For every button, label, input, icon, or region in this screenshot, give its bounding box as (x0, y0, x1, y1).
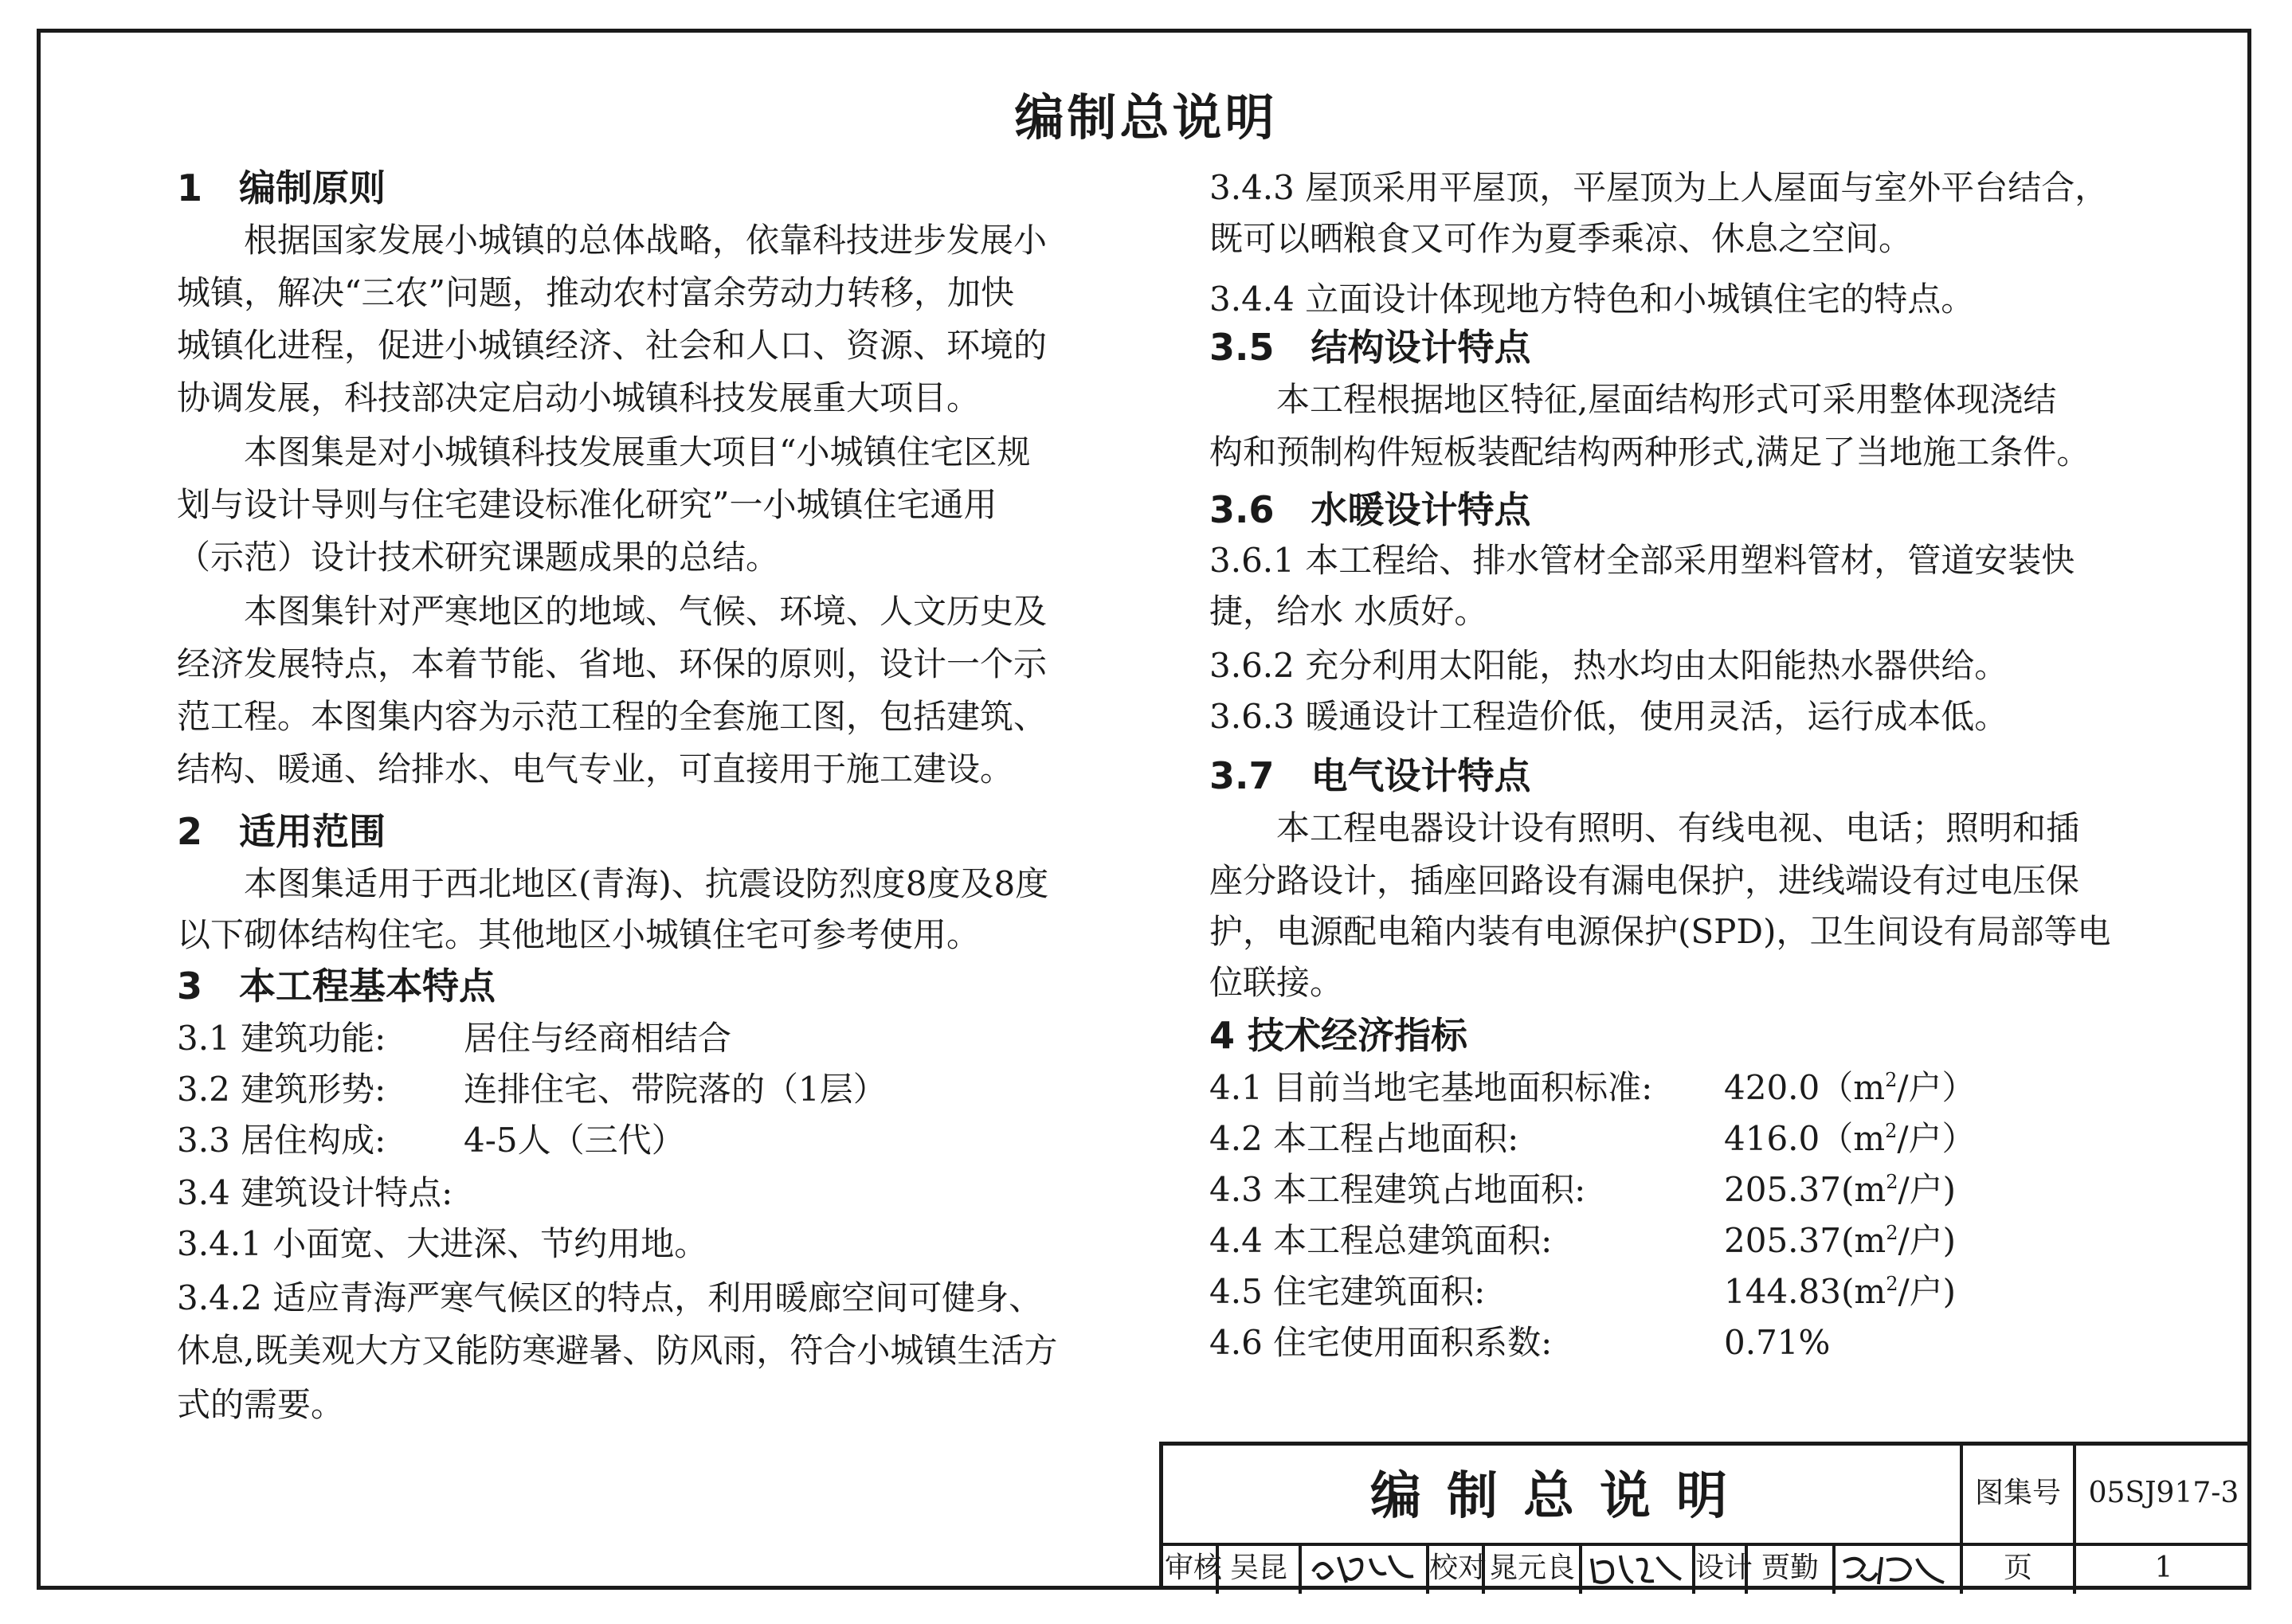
s1-p1-line: 城镇，解决“三农”问题，推动农村富余劳动力转移，加快 (177, 273, 1014, 312)
title-block-vline (1299, 1543, 1302, 1594)
s342-line: 休息,既美观大方又能防寒避暑、防风雨，符合小城镇生活方 (177, 1331, 1058, 1370)
s37-line: 位联接。 (1209, 963, 1344, 1002)
s3-item-value: 4-5人（三代） (464, 1121, 685, 1160)
s1-p1-line: 根据国家发展小城镇的总体战略，依靠科技进步发展小 (177, 221, 1048, 260)
s1-p3-line: 结构、暖通、给排水、电气专业，可直接用于施工建设。 (177, 749, 1014, 789)
s35-line: 构和预制构件短板装配结构两种形式,满足了当地施工条件。 (1209, 432, 2090, 472)
s37-line: 座分路设计，插座回路设有漏电保护，进线端设有过电压保 (1209, 861, 2080, 900)
s342-line: 式的需要。 (177, 1385, 345, 1424)
section-3-heading: 3 本工程基本特点 (177, 965, 496, 1008)
designer-name: 贾勤 (1761, 1552, 1819, 1584)
check-label: 校对 (1429, 1552, 1487, 1584)
s1-p3-line: 经济发展特点，本着节能、省地、环保的原则，设计一个示 (177, 644, 1048, 683)
s4-item-value: $205.37(m^2/$户) (1724, 1221, 1957, 1260)
s4-item-value: $420.0(m^2/$户） (1724, 1068, 1976, 1107)
checker-signature-icon (1585, 1548, 1689, 1591)
section-3-7-heading: 3.7 电气设计特点 (1209, 754, 1531, 797)
s361-line: 捷，给水 水质好。 (1209, 592, 1488, 631)
s1-p1-line: 协调发展，科技部决定启动小城镇科技发展重大项目。 (177, 378, 981, 417)
s344-line: 3.4.4 立面设计体现地方特色和小城镇住宅的特点。 (1209, 280, 1975, 319)
s37-line: 本工程电器设计设有照明、有线电视、电话；照明和插 (1209, 808, 2080, 847)
s2-p1-line: 本图集适用于西北地区(青海)、抗震设防烈度8度及8度 (177, 864, 1049, 903)
title-block-vline (1832, 1543, 1836, 1594)
design-label: 设计 (1695, 1552, 1753, 1584)
section-3-6-heading: 3.6 水暖设计特点 (1209, 488, 1531, 531)
section-4-heading: 4 技术经济指标 (1209, 1014, 1468, 1057)
s4-item-label: 4.5 住宅建筑面积: (1209, 1272, 1486, 1311)
s4-item-label: 4.3 本工程建筑占地面积: (1209, 1170, 1586, 1209)
s1-p2-line: 划与设计导则与住宅建设标准化研究”一小城镇住宅通用 (177, 485, 997, 524)
s3-item-label: 3.2 建筑形势: (177, 1070, 386, 1109)
s4-item-label: 4.6 住宅使用面积系数: (1209, 1323, 1553, 1362)
s362-line: 3.6.2 充分利用太阳能，热水均由太阳能热水器供给。 (1209, 646, 2008, 685)
reviewer-signature-icon (1307, 1548, 1418, 1591)
s4-item-label: 4.1 目前当地宅基地面积标准: (1209, 1068, 1653, 1107)
review-label: 审核 (1165, 1552, 1223, 1584)
page-label: 页 (2003, 1552, 2032, 1584)
page-title: 编制总说明 (1014, 88, 1278, 147)
title-block-vline (1579, 1543, 1582, 1594)
section-3-5-heading: 3.5 结构设计特点 (1209, 326, 1531, 369)
s341-line: 3.4.1 小面宽、大进深、节约用地。 (177, 1224, 708, 1263)
s342-line: 3.4.2 适应青海严寒气候区的特点，利用暖廊空间可健身、 (177, 1278, 1043, 1317)
s343-line: 3.4.3 屋顶采用平屋顶，平屋顶为上人屋面与室外平台结合， (1209, 168, 2109, 207)
reviewer-name: 吴昆 (1229, 1552, 1287, 1584)
title-block-title: 编制总说明 (1370, 1467, 1753, 1526)
s2-p1-line: 以下砌体结构住宅。其他地区小城镇住宅可参考使用。 (177, 915, 981, 954)
s4-item-value: 0.71% (1724, 1323, 1831, 1362)
title-block (1159, 1442, 2251, 1590)
s37-line: 护，电源配电箱内装有电源保护(SPD)，卫生间设有局部等电 (1209, 912, 2111, 951)
s3-item-value: 连排住宅、带院落的（1层） (464, 1070, 887, 1109)
s34-line: 3.4 建筑设计特点: (177, 1173, 453, 1212)
s1-p1-line: 城镇化进程，促进小城镇经济、社会和人口、资源、环境的 (177, 326, 1048, 365)
s343-line: 既可以晒粮食又可作为夏季乘凉、休息之空间。 (1209, 219, 1913, 258)
s1-p2-line: （示范）设计技术研究课题成果的总结。 (177, 538, 780, 577)
designer-signature-icon (1837, 1548, 1957, 1591)
s4-item-label: 4.2 本工程占地面积: (1209, 1119, 1519, 1158)
s3-item-label: 3.3 居住构成: (177, 1121, 386, 1160)
s4-item-label: 4.4 本工程总建筑面积: (1209, 1221, 1553, 1260)
s4-item-value: $144.83(m^2/$户) (1724, 1272, 1957, 1311)
s363-line: 3.6.3 暖通设计工程造价低，使用灵活，运行成本低。 (1209, 697, 2008, 736)
page-number: 1 (2154, 1552, 2173, 1584)
s361-line: 3.6.1 本工程给、排水管材全部采用塑料管材，管道安装快 (1209, 541, 2075, 580)
s1-p3-line: 本图集针对严寒地区的地域、气候、环境、人文历史及 (177, 592, 1048, 631)
s1-p2-line: 本图集是对小城镇科技发展重大项目“小城镇住宅区规 (177, 432, 1031, 472)
s3-item-value: 居住与经商相结合 (464, 1019, 732, 1058)
atlas-label: 图集号 (1974, 1477, 2061, 1509)
s4-item-value: $416.0(m^2/$户） (1724, 1119, 1976, 1158)
checker-name: 晁元良 (1488, 1552, 1575, 1584)
s1-p3-line: 范工程。本图集内容为示范工程的全套施工图，包括建筑、 (177, 697, 1048, 736)
s3-item-label: 3.1 建筑功能: (177, 1019, 386, 1058)
s35-line: 本工程根据地区特征,屋面结构形式可采用整体现浇结 (1209, 380, 2057, 419)
section-2-heading: 2 适用范围 (177, 810, 386, 853)
section-1-heading: 1 编制原则 (177, 166, 386, 209)
atlas-number: 05SJ917-3 (2088, 1477, 2239, 1509)
s4-item-value: $205.37(m^2/$户) (1724, 1170, 1957, 1209)
title-block-divider (1163, 1543, 2251, 1546)
